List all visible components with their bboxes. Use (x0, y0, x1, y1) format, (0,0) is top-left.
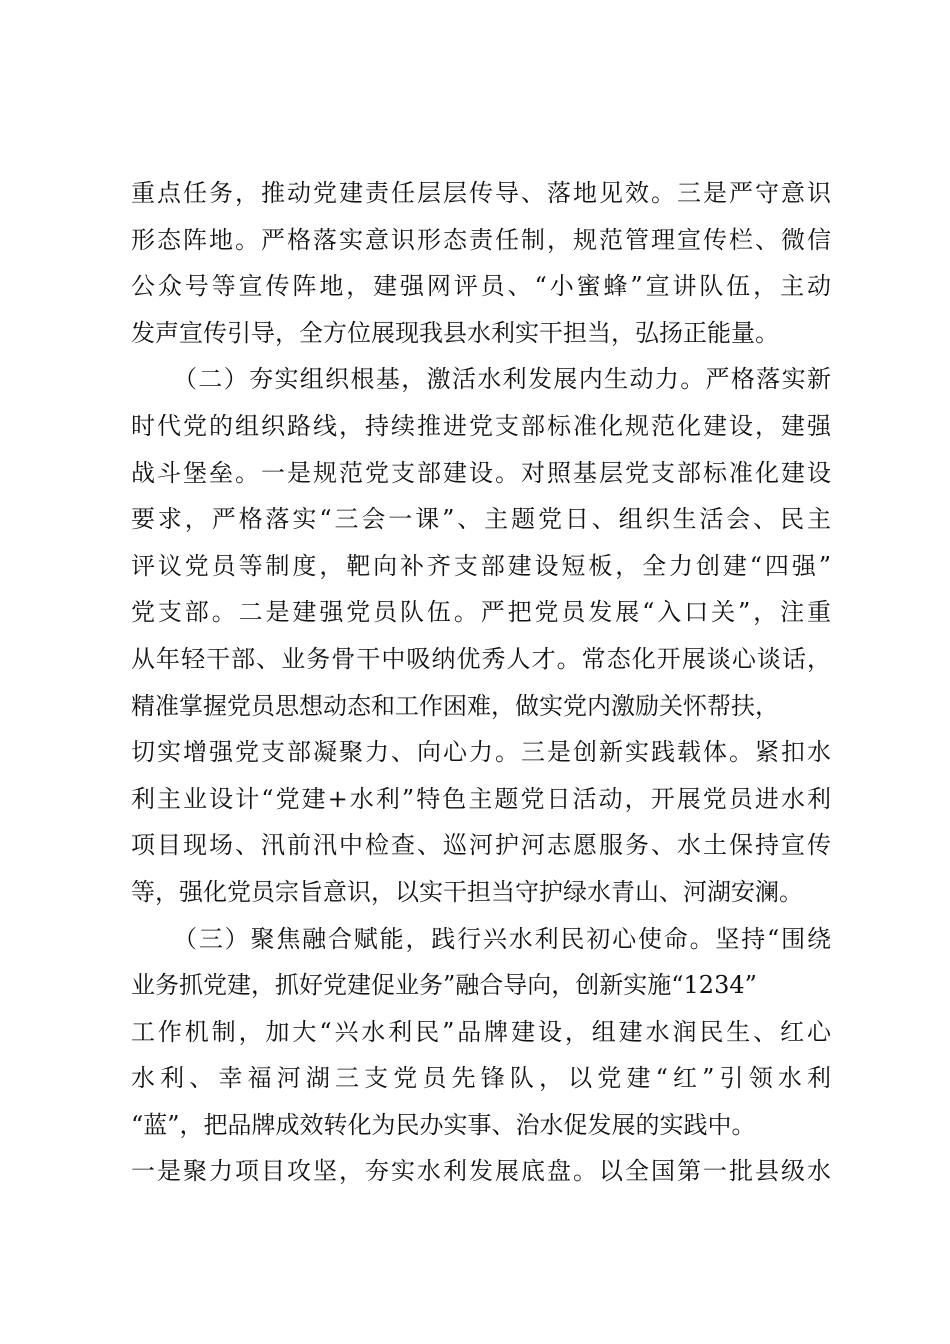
text-line: 等，强化党员宗旨意识，以实干担当守护绿水青山、河湖安澜。 (131, 877, 803, 906)
text-line: 业务抓党建，抓好党建促业务”融合导向，创新实施“1234” (131, 971, 757, 1000)
section-heading-line: （二）夯实组织根基，激活水利发展内生动力。严格落实新 (173, 365, 831, 394)
text-line: 水利、幸福河湖三支党员先锋队，以党建“红”引领水利 (131, 1064, 831, 1093)
text-line: 一是聚力项目攻坚，夯实水利发展底盘。以全国第一批县级水 (131, 1157, 831, 1186)
text-line: 精准掌握党员思想动态和工作困难，做实党内激励关怀帮扶， (131, 691, 779, 720)
text-line: “蓝”，把品牌成效转化为民办实事、治水促发展的实践中。 (131, 1110, 756, 1139)
text-line: 要求，严格落实“三会一课”、主题党日、组织生活会、民主 (131, 505, 831, 534)
text-line: 利主业设计“党建+水利”特色主题党日活动，开展党员进水利 (131, 784, 831, 813)
text-line: 评议党员等制度，靶向补齐支部建设短板，全力创建“四强” (131, 551, 831, 580)
text-line: 项目现场、汛前汛中检查、巡河护河志愿服务、水土保持宣传 (131, 831, 831, 860)
body-text (131, 170, 831, 1195)
text-line: 工作机制，加大“兴水利民”品牌建设，组建水润民生、红心 (131, 1017, 831, 1046)
text-line: 切实增强党支部凝聚力、向心力。三是创新实践载体。紧扣水 (131, 738, 831, 767)
text-line: 发声宣传引导，全方位展现我县水利实干担当，弘扬正能量。 (131, 318, 779, 347)
text-line: 重点任务，推动党建责任层层传导、落地见效。三是严守意识 (131, 179, 831, 207)
text-line: 形态阵地。严格落实意识形态责任制，规范管理宣传栏、微信 (131, 225, 831, 254)
text-line: 时代党的组织路线，持续推进党支部标准化规范化建设，建强 (131, 411, 831, 440)
text-line: 党支部。二是建强党员队伍。严把党员发展“入口关”，注重 (131, 598, 831, 627)
section-heading-line: （三）聚焦融合赋能，践行兴水利民初心使命。坚持“围绕 (173, 924, 831, 953)
text-line: 从年轻干部、业务骨干中吸纳优秀人才。常态化开展谈心谈话， (131, 644, 831, 673)
text-line: 战斗堡垒。一是规范党支部建设。对照基层党支部标准化建设 (131, 458, 831, 487)
text-line: 公众号等宣传阵地，建强网评员、“小蜜蜂”宣讲队伍，主动 (131, 272, 831, 301)
